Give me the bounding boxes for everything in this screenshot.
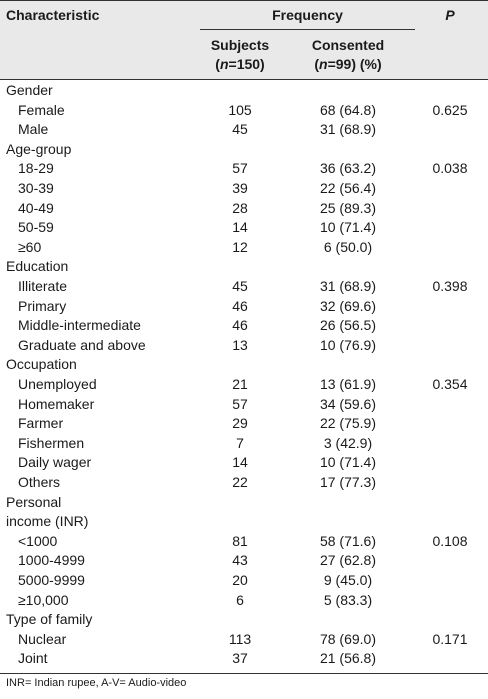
row-consented: 5 (83.3): [323, 591, 373, 608]
table-row: [0, 453, 488, 473]
table-row: [0, 414, 488, 434]
row-subjects: 37: [232, 650, 248, 667]
row-label: Occupation: [6, 356, 77, 373]
table-row: [0, 375, 488, 395]
row-subjects: 12: [232, 238, 248, 255]
row-subjects: 13: [232, 336, 248, 353]
row-subjects: 113: [228, 630, 252, 647]
row-label: Homemaker: [18, 395, 95, 412]
row-subjects: 6: [236, 591, 244, 608]
row-label: Type of family: [6, 611, 93, 628]
row-label: Gender: [6, 82, 53, 98]
row-subjects: 39: [232, 180, 248, 196]
row-consented: 3 (42.9): [323, 434, 373, 451]
table-row: [0, 571, 488, 591]
header-subjects: Subjects (n=150): [210, 37, 270, 72]
table-row: [0, 140, 488, 160]
row-consented: 10 (71.4): [319, 454, 377, 471]
row-label: Daily wager: [18, 454, 92, 471]
header-consented: Consented (n=99) (%): [311, 37, 385, 72]
row-consented: 68 (64.8): [319, 101, 377, 118]
table-row: [0, 355, 488, 375]
row-label: Graduate and above: [18, 336, 146, 353]
row-label: 50-59: [18, 219, 54, 236]
table-row: [0, 473, 488, 493]
row-consented: 25 (89.3): [319, 199, 377, 216]
table-row: [0, 218, 488, 238]
row-consented: 9 (45.0): [323, 572, 373, 588]
row-label: Fishermen: [18, 434, 85, 451]
row-p-value: 0.171: [432, 630, 468, 647]
row-label: Nuclear: [18, 630, 67, 647]
table-row: [0, 120, 488, 140]
row-label: Farmer: [18, 415, 64, 432]
row-subjects: 14: [232, 219, 248, 236]
header-consented-label: Consented: [311, 37, 385, 53]
row-subjects: 20: [232, 572, 248, 588]
row-subjects: 81: [232, 532, 248, 549]
table-row: [0, 316, 488, 336]
row-label: Primary: [18, 297, 67, 314]
row-subjects: 22: [232, 474, 248, 490]
header-frequency: Frequency: [272, 7, 343, 23]
row-consented: 31 (68.9): [319, 278, 377, 294]
table-row: [0, 630, 488, 650]
header-subjects-label: Subjects: [210, 37, 270, 53]
row-p-value: 0.038: [432, 160, 468, 177]
header-subjects-count: =150): [228, 56, 265, 72]
table-row: [0, 512, 488, 532]
row-label: <1000: [18, 532, 58, 549]
table-row: [0, 336, 488, 356]
row-subjects: 7: [236, 434, 244, 451]
row-consented: 10 (71.4): [319, 219, 377, 236]
row-label: Joint: [18, 650, 48, 667]
table-row: [0, 199, 488, 219]
row-consented: 6 (50.0): [323, 238, 373, 255]
row-subjects: 21: [232, 376, 248, 392]
table-row: [0, 551, 488, 571]
table-row: [0, 81, 488, 101]
table-row: [0, 610, 488, 630]
table-row: [0, 297, 488, 317]
row-p-value: 0.108: [432, 532, 468, 549]
row-consented: 31 (68.9): [319, 121, 377, 138]
table-row: [0, 257, 488, 277]
row-label: ≥60: [18, 238, 42, 255]
row-p-value: 0.625: [432, 101, 468, 118]
row-p-value: 0.398: [432, 278, 468, 294]
row-consented: 22 (56.4): [319, 180, 377, 196]
table-row: [0, 395, 488, 415]
row-label: 40-49: [18, 199, 54, 216]
row-label: ≥10,000: [18, 591, 69, 608]
row-consented: 13 (61.9): [319, 376, 377, 392]
row-subjects: 46: [232, 297, 248, 314]
row-subjects: 45: [232, 278, 248, 294]
row-subjects: 46: [232, 317, 248, 334]
row-subjects: 14: [232, 454, 248, 471]
table-row: [0, 649, 488, 669]
row-label: Illiterate: [18, 278, 68, 294]
row-label: Female: [18, 101, 65, 118]
row-label: Male: [18, 121, 49, 138]
header-consented-n: n: [319, 56, 328, 72]
table-row: [0, 238, 488, 258]
row-subjects: 57: [232, 395, 248, 412]
header-p: P: [445, 7, 455, 23]
row-label: Education: [6, 258, 69, 275]
row-label: Age-group: [6, 140, 72, 157]
row-label: 1000-4999: [18, 552, 85, 569]
row-p-value: 0.354: [432, 376, 468, 392]
row-subjects: 45: [232, 121, 248, 138]
table-row: [0, 591, 488, 611]
row-label: Personal: [6, 493, 62, 510]
table-row: [0, 532, 488, 552]
row-label: 5000-9999: [18, 572, 85, 588]
row-consented: 22 (75.9): [319, 415, 377, 432]
row-label: income (INR): [6, 513, 89, 530]
header-consented-count: =99) (%): [327, 56, 382, 72]
header-characteristic: Characteristic: [6, 7, 100, 23]
row-label: Others: [18, 474, 61, 490]
row-subjects: 105: [228, 101, 252, 118]
row-consented: 36 (63.2): [319, 160, 377, 177]
row-consented: 34 (59.6): [319, 395, 377, 412]
table-row: [0, 277, 488, 297]
row-consented: 78 (69.0): [319, 630, 377, 647]
row-consented: 27 (62.8): [319, 552, 377, 569]
footnote: INR= Indian rupee, A-V= Audio-video: [6, 677, 187, 689]
frequency-rule: [200, 29, 415, 30]
row-consented: 17 (77.3): [319, 474, 377, 490]
table-row: [0, 159, 488, 179]
header-bottom-rule: [0, 79, 488, 80]
row-label: Unemployed: [18, 376, 97, 392]
row-subjects: 57: [232, 160, 248, 177]
table-row: [0, 434, 488, 454]
row-consented: 21 (56.8): [319, 650, 377, 667]
table-row: [0, 179, 488, 199]
table-row: [0, 493, 488, 513]
row-subjects: 29: [232, 415, 248, 432]
row-consented: 10 (76.9): [319, 336, 377, 353]
table-row: [0, 101, 488, 121]
row-label: 18-29: [18, 160, 54, 177]
row-subjects: 43: [232, 552, 248, 569]
top-rule: [0, 0, 488, 1]
row-consented: 58 (71.6): [319, 532, 377, 549]
row-consented: 26 (56.5): [319, 317, 377, 334]
row-label: Middle-intermediate: [18, 317, 141, 334]
row-label: 30-39: [18, 180, 54, 196]
row-subjects: 28: [232, 199, 248, 216]
row-consented: 32 (69.6): [319, 297, 377, 314]
bottom-rule: [0, 673, 488, 674]
header-subjects-n: n: [219, 56, 229, 72]
